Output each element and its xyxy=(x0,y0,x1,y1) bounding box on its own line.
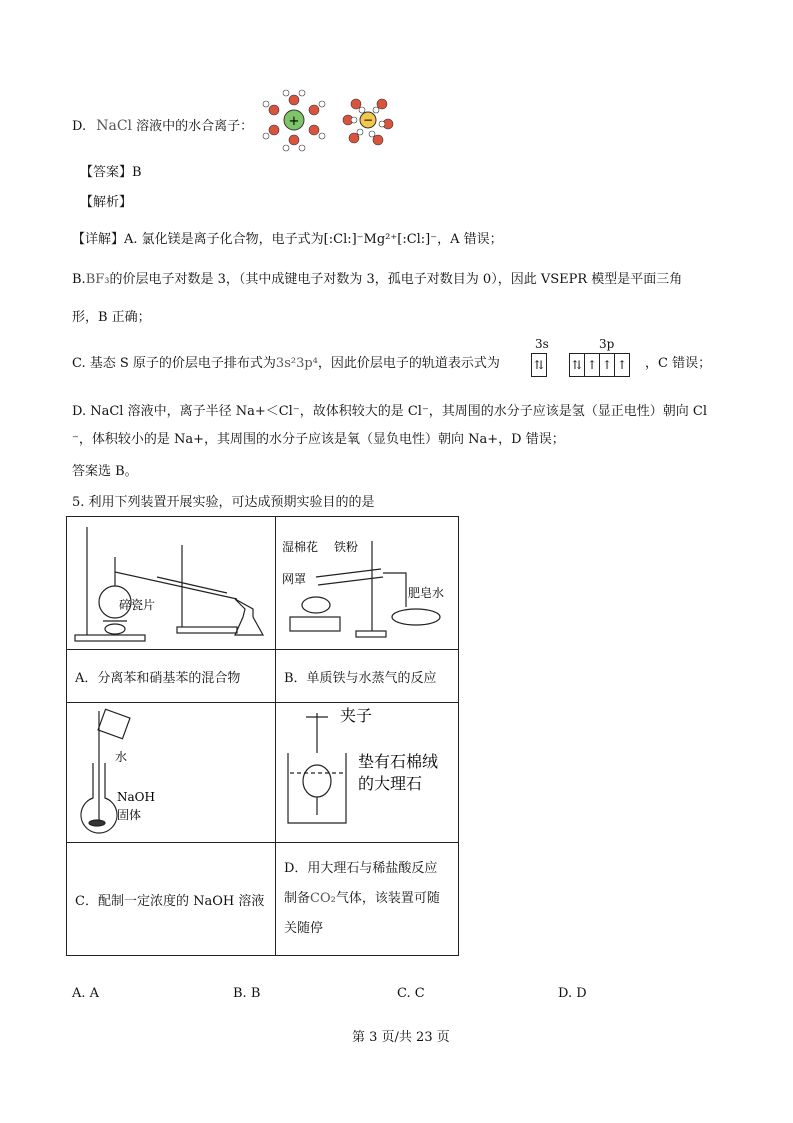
b-img-label-4: 肥皂水 xyxy=(408,586,445,600)
question-5-stem: 5. 利用下列装置开展实验，可达成预期实验目的的是 xyxy=(72,495,375,510)
analysis-label: 【解析】 xyxy=(80,195,133,210)
cell-a-text: A．分离苯和硝基苯的混合物 xyxy=(67,650,276,703)
detail-c-text: C. 基态 S 原子的价层电子排布式为 xyxy=(72,356,276,371)
cell-d-text-2: 制备CO₂气体，该装置可随 xyxy=(284,891,440,906)
choice-d: D. D xyxy=(558,986,587,1001)
answer-line xyxy=(80,161,142,180)
c-img-label-1: 水 xyxy=(115,750,128,764)
detail-label: 【详解】 xyxy=(72,232,125,247)
detail-b-text: 的价层电子对数是 3，（其中成键电子对数为 3，孤电子对数目为 0），因此 VSEPR 模型是平面三角 xyxy=(109,272,683,287)
option-d-prefix: D. xyxy=(72,119,87,134)
cell-d-text-1: D．用大理石与稀盐酸反应 xyxy=(284,861,438,876)
co2-generator-figure xyxy=(276,703,458,838)
c-img-label-2: NaOH xyxy=(117,790,155,804)
b-img-label-2: 铁粉 xyxy=(334,540,359,554)
svg-text:−: − xyxy=(362,113,374,127)
detail-c-text2: ，因此价层电子的轨道表示式为 xyxy=(317,356,500,371)
cell-c-text: C．配制一定浓度的 NaOH 溶液 xyxy=(67,843,276,956)
d-img-label-3: 的大理石 xyxy=(358,774,423,793)
cell-b-image xyxy=(276,517,459,650)
choice-a: A. A xyxy=(72,986,100,1001)
cell-d-text-3: 关随停 xyxy=(284,921,324,936)
orbital-3s-box: ⇅ xyxy=(531,353,547,377)
conclusion: 答案选 B。 xyxy=(72,464,138,479)
detail-b-line xyxy=(72,268,682,287)
mgcl2-electron-formula: [:Cl:]⁻Mg²⁺[:Cl:]⁻ xyxy=(323,232,438,247)
detail-d-line-2: ⁻，体积较小的是 Na+，其周围的水分子应该是氧（显负电性）朝向 Na+，D 错误； xyxy=(72,432,565,447)
apparatus-table xyxy=(66,516,459,956)
detail-b-line-2: 形，B 正确； xyxy=(72,310,151,325)
co2-formula: CO₂ xyxy=(310,891,336,906)
detail-c-end: ，C 错误； xyxy=(645,356,712,371)
b-img-label-1: 湿棉花 xyxy=(282,540,319,554)
cell-d-image xyxy=(276,703,459,843)
cell-a-image xyxy=(67,517,276,650)
cell-b-text: B．单质铁与水蒸气的反应 xyxy=(276,650,459,703)
choice-c: C. C xyxy=(397,986,425,1001)
orbital-3p-boxes: ⇅ ↑ ↑ ↑ xyxy=(569,353,630,377)
detail-a-line xyxy=(72,228,503,247)
a-img-label: 碎瓷片 xyxy=(119,598,156,612)
svg-text:+: + xyxy=(288,114,300,129)
bf3-formula: BF₃ xyxy=(85,272,110,287)
detail-a-end: ，A 错误； xyxy=(437,232,503,247)
choice-b: B. B xyxy=(233,986,261,1001)
cell-d-text xyxy=(276,843,459,956)
answer-label: 【答案】 xyxy=(80,165,133,180)
option-d-text: 溶液中的水合离子： xyxy=(136,119,254,134)
c-img-label-3: 固体 xyxy=(117,808,142,822)
detail-b-prefix: B. xyxy=(72,272,86,287)
solution-prep-figure xyxy=(67,703,275,838)
detail-a-text: A. 氯化镁是离子化合物，电子式为 xyxy=(124,232,324,247)
detail-d-line: D. NaCl 溶液中，离子半径 Na+＜Cl⁻，故体积较大的是 Cl⁻，其周围的水分子应该是氢（显正电性）朝向 Cl xyxy=(72,404,708,419)
hydrated-ions-figure xyxy=(258,88,408,152)
distillation-apparatus xyxy=(67,517,275,645)
d-img-label-2: 垫有石棉绒 xyxy=(358,752,439,771)
detail-c-line xyxy=(72,352,500,371)
cell-c-image xyxy=(67,703,276,843)
s-config-formula: 3s²3p⁴ xyxy=(275,356,318,371)
d-img-label-1: 夹子 xyxy=(340,706,373,725)
nacl-formula: NaCl xyxy=(96,118,133,134)
answer-value: B xyxy=(132,165,142,180)
b-img-label-3: 网罩 xyxy=(282,572,307,586)
page-footer: 第 3 页/共 23 页 xyxy=(352,1030,450,1045)
orbital-3s-label: 3s xyxy=(535,337,549,351)
orbital-3p-label: 3p xyxy=(599,337,615,351)
iron-steam-apparatus xyxy=(276,517,458,645)
option-d-line xyxy=(72,115,253,134)
